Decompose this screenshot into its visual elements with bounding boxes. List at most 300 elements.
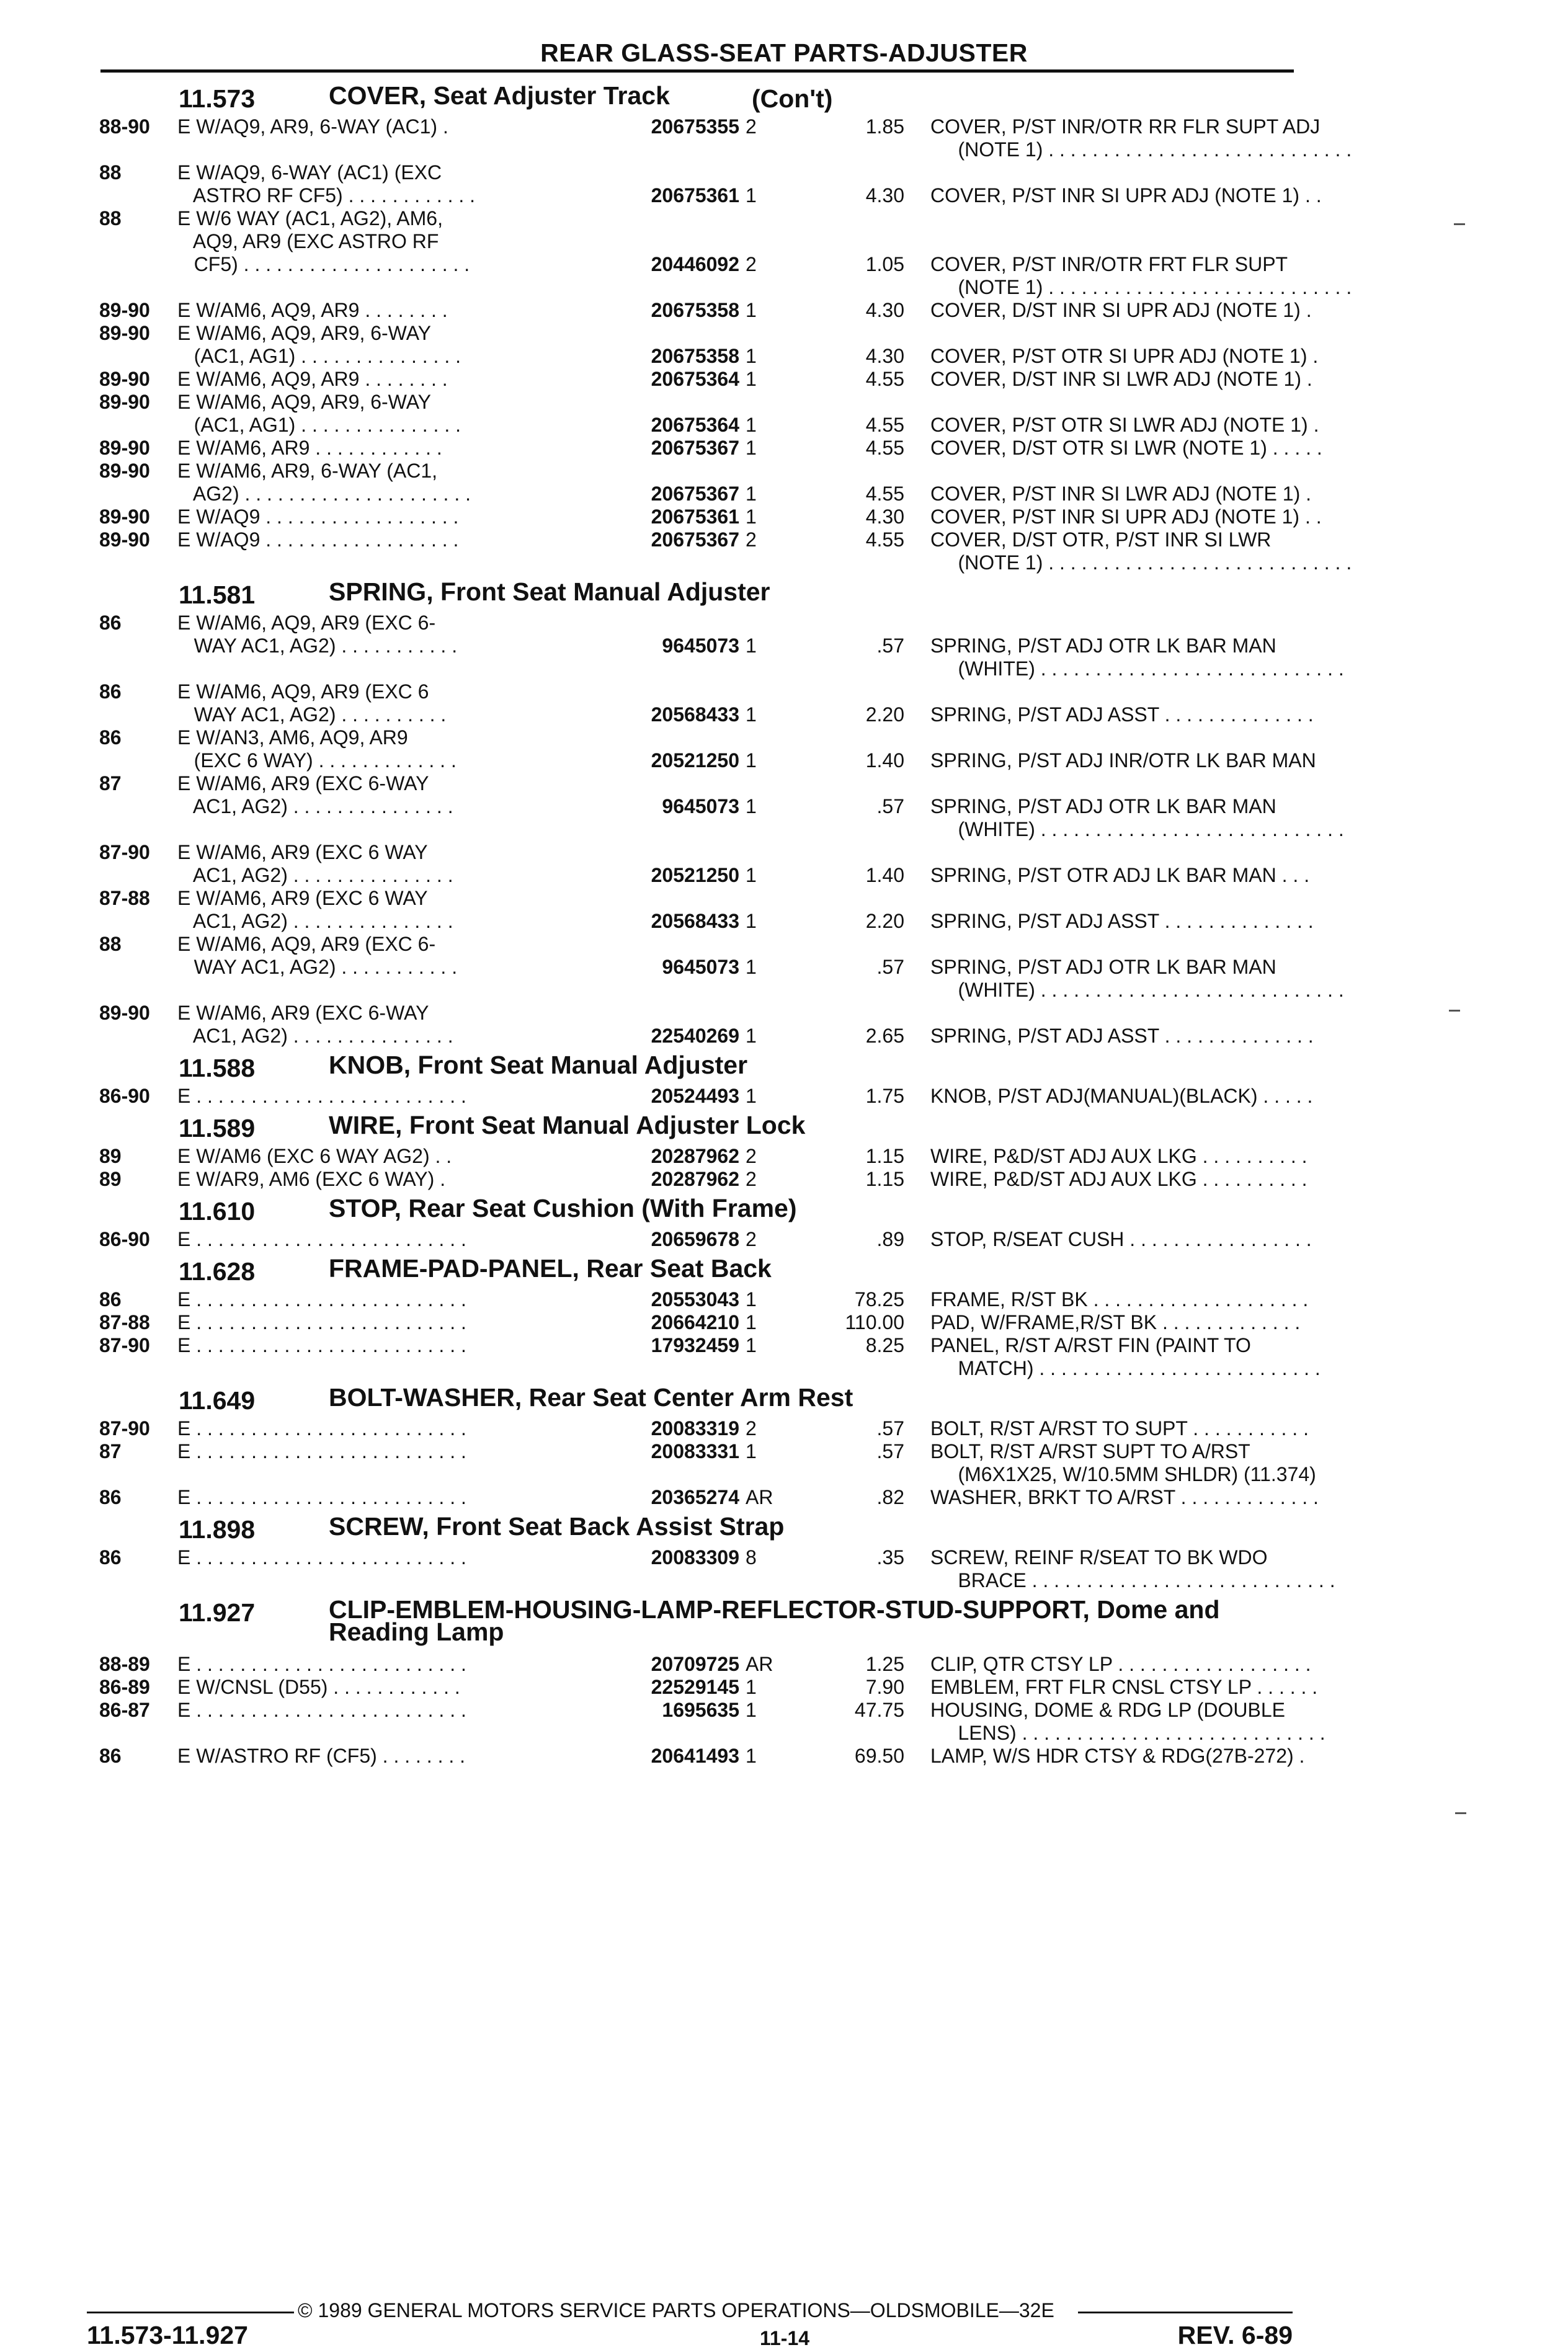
part-row	[99, 841, 1310, 887]
footer-rule-right	[1078, 2312, 1293, 2313]
application-line: WAY AC1, AG2) . . . . . . . . . .	[177, 703, 447, 726]
margin-mark	[1455, 1812, 1466, 1814]
application	[177, 933, 613, 979]
price: 4.30	[865, 345, 904, 367]
price: 47.75	[854, 1699, 904, 1721]
application	[177, 391, 613, 437]
section-number: 11.649	[179, 1386, 256, 1415]
price: 1.85	[865, 115, 904, 138]
section-heading	[99, 1254, 1296, 1288]
model-years: 86-90	[99, 1085, 150, 1107]
description	[930, 115, 1352, 161]
part-number: 20664210	[651, 1311, 739, 1333]
description-line	[930, 1002, 1296, 1025]
application	[177, 841, 613, 887]
description-line: (WHITE) . . . . . . . . . . . . . . . . . . . . . . . . . . . .	[930, 818, 1344, 840]
description-line: SPRING, P/ST ADJ OTR LK BAR MAN	[930, 956, 1276, 978]
quantity: 8	[746, 1546, 757, 1569]
quantity: 1	[746, 483, 757, 505]
part-row	[99, 1546, 1335, 1592]
description	[930, 612, 1344, 680]
footer-revision: REV. 6-89	[1177, 2321, 1293, 2349]
section-title: BOLT-WASHER, Rear Seat Center Arm Rest	[329, 1383, 853, 1412]
quantity: AR	[746, 1653, 773, 1675]
application	[177, 1745, 613, 1768]
model-years: 87-88	[99, 1311, 150, 1333]
part-row	[99, 1228, 1312, 1251]
description	[930, 505, 1322, 528]
description-line: COVER, P/ST INR/OTR RR FLR SUPT ADJ	[930, 115, 1321, 138]
part-number: 20083319	[651, 1417, 739, 1440]
description-line	[930, 207, 1296, 230]
part-number: 20553043	[651, 1288, 739, 1311]
description	[930, 1417, 1309, 1440]
application-line: E W/AQ9 . . . . . . . . . . . . . . . . . .	[177, 528, 459, 551]
description	[930, 1745, 1305, 1768]
quantity: 1	[746, 1025, 757, 1047]
price: .57	[876, 956, 904, 978]
description-line	[930, 612, 1296, 634]
quantity: 2	[746, 1145, 757, 1167]
part-number: 22540269	[651, 1025, 739, 1047]
description-line: LENS) . . . . . . . . . . . . . . . . . . . . . . . . . . . .	[930, 1722, 1325, 1744]
section-number: 11.581	[179, 581, 256, 609]
model-years: 87	[99, 1440, 122, 1462]
part-number: 20641493	[651, 1745, 739, 1767]
price: 4.30	[865, 505, 904, 528]
parts-list	[99, 81, 1352, 1768]
application-line: E . . . . . . . . . . . . . . . . . . . . . . . . .	[177, 1653, 466, 1675]
part-number: 20521250	[651, 749, 739, 772]
application	[177, 299, 613, 322]
application	[177, 1311, 613, 1334]
application	[177, 1085, 613, 1108]
application	[177, 460, 613, 505]
application-line: E . . . . . . . . . . . . . . . . . . . . . . . . .	[177, 1228, 466, 1250]
price: 1.40	[865, 864, 904, 886]
price: .35	[876, 1546, 904, 1569]
part-row	[99, 1745, 1305, 1768]
quantity: 2	[746, 1228, 757, 1250]
description-line: PAD, W/FRAME,R/ST BK . . . . . . . . . . . . .	[930, 1311, 1301, 1333]
description-line: (NOTE 1) . . . . . . . . . . . . . . . . . . . . . . . . . . . .	[930, 551, 1352, 574]
model-years: 89-90	[99, 505, 150, 528]
application	[177, 680, 613, 726]
price: 2.20	[865, 910, 904, 932]
application-line: E W/AM6, AQ9, AR9 . . . . . . . .	[177, 368, 448, 390]
footer-page-number: 11-14	[759, 2327, 810, 2349]
application-line: (EXC 6 WAY) . . . . . . . . . . . . .	[177, 749, 457, 772]
description	[930, 1653, 1311, 1676]
margin-mark	[1454, 223, 1465, 225]
part-row	[99, 368, 1312, 391]
quantity: 1	[746, 414, 757, 436]
application	[177, 1002, 613, 1048]
section	[99, 1111, 1307, 1191]
description	[930, 1228, 1312, 1251]
section-title: STOP, Rear Seat Cushion (With Frame)	[329, 1194, 797, 1222]
part-row	[99, 1699, 1325, 1745]
model-years: 89-90	[99, 391, 150, 413]
part-row	[99, 1085, 1313, 1108]
application-line: E W/AM6 (EXC 6 WAY AG2) . .	[177, 1145, 452, 1167]
description-line: PANEL, R/ST A/RST FIN (PAINT TO	[930, 1334, 1251, 1356]
model-years: 89	[99, 1145, 122, 1167]
quantity: 1	[746, 1676, 757, 1698]
application	[177, 726, 613, 772]
quantity: 1	[746, 1311, 757, 1333]
part-number: 20675361	[651, 505, 739, 528]
section-title: FRAME-PAD-PANEL, Rear Seat Back	[329, 1254, 772, 1283]
application	[177, 1486, 613, 1509]
description-line: COVER, P/ST INR SI LWR ADJ (NOTE 1) .	[930, 483, 1312, 505]
application	[177, 1417, 613, 1440]
description-line: COVER, P/ST INR SI UPR ADJ (NOTE 1) . .	[930, 184, 1322, 207]
application	[177, 161, 613, 207]
application-line: WAY AC1, AG2) . . . . . . . . . . .	[177, 956, 458, 978]
description-line	[930, 887, 1296, 910]
part-number: 20675367	[651, 437, 739, 459]
description	[930, 887, 1314, 933]
description	[930, 1145, 1307, 1168]
price: 1.25	[865, 1653, 904, 1675]
model-years: 88	[99, 933, 122, 955]
application	[177, 1676, 613, 1699]
description	[930, 161, 1322, 207]
price: 2.20	[865, 703, 904, 726]
model-years: 86	[99, 680, 122, 703]
description-line: COVER, D/ST INR SI LWR ADJ (NOTE 1) .	[930, 368, 1312, 390]
description	[930, 841, 1310, 887]
description-line: KNOB, P/ST ADJ(MANUAL)(BLACK) . . . . .	[930, 1085, 1313, 1107]
description-line: COVER, D/ST OTR, P/ST INR SI LWR	[930, 528, 1272, 551]
section-number: 11.573	[179, 84, 256, 113]
application-line: E . . . . . . . . . . . . . . . . . . . . . . . . .	[177, 1085, 466, 1107]
part-number: 20675355	[651, 115, 739, 138]
description-line: COVER, P/ST INR/OTR FRT FLR SUPT	[930, 253, 1288, 275]
application-line: E W/AM6, AR9 (EXC 6-WAY	[177, 772, 429, 794]
quantity: 1	[746, 299, 757, 321]
part-row	[99, 505, 1322, 528]
description-line: SPRING, P/ST ADJ INR/OTR LK BAR MAN	[930, 749, 1316, 772]
price: 1.40	[865, 749, 904, 772]
description-line: WIRE, P&D/ST ADJ AUX LKG . . . . . . . . . .	[930, 1145, 1307, 1167]
description-line: COVER, D/ST OTR SI LWR (NOTE 1) . . . . .	[930, 437, 1322, 459]
price: 4.55	[865, 483, 904, 505]
description-line: SPRING, P/ST ADJ OTR LK BAR MAN	[930, 634, 1276, 657]
section-heading	[99, 81, 1296, 115]
part-number: 20083309	[651, 1546, 739, 1569]
application-line: WAY AC1, AG2) . . . . . . . . . . .	[177, 634, 458, 657]
application	[177, 115, 613, 138]
description-line	[930, 391, 1296, 414]
description-line: STOP, R/SEAT CUSH . . . . . . . . . . . . . . . . .	[930, 1228, 1312, 1250]
price: 4.55	[865, 414, 904, 436]
section-number: 11.589	[179, 1114, 256, 1142]
part-number: 20568433	[651, 703, 739, 726]
part-row	[99, 322, 1319, 368]
section-number: 11.610	[179, 1197, 256, 1226]
part-row	[99, 933, 1344, 1002]
part-row	[99, 887, 1314, 933]
quantity: 1	[746, 1745, 757, 1767]
model-years: 88	[99, 161, 122, 184]
description-line: COVER, P/ST OTR SI LWR ADJ (NOTE 1) .	[930, 414, 1319, 436]
application	[177, 437, 613, 460]
quantity: 1	[746, 795, 757, 817]
part-number: 20675364	[651, 414, 739, 436]
section	[99, 1194, 1312, 1251]
application	[177, 887, 613, 933]
application-line: E . . . . . . . . . . . . . . . . . . . . . . . . .	[177, 1288, 466, 1311]
part-row	[99, 528, 1352, 574]
description-line: EMBLEM, FRT FLR CNSL CTSY LP . . . . . .	[930, 1676, 1318, 1698]
price: 4.30	[865, 184, 904, 207]
model-years: 88-90	[99, 115, 150, 138]
application-line: AC1, AG2) . . . . . . . . . . . . . . .	[177, 1025, 453, 1047]
price: 69.50	[854, 1745, 904, 1767]
part-number: 20675367	[651, 483, 739, 505]
page-title: REAR GLASS-SEAT PARTS-ADJUSTER	[540, 38, 1028, 67]
application-line: E W/AM6, AQ9, AR9 (EXC 6-	[177, 933, 436, 955]
description	[930, 299, 1312, 322]
model-years: 89-90	[99, 299, 150, 321]
header-rule	[100, 69, 1294, 73]
quantity: 1	[746, 956, 757, 978]
application	[177, 1288, 613, 1311]
part-row	[99, 1334, 1321, 1380]
price: .57	[876, 795, 904, 817]
description-line: BRACE . . . . . . . . . . . . . . . . . . . . . . . . . . . .	[930, 1569, 1335, 1591]
model-years: 86	[99, 726, 122, 749]
description	[930, 322, 1319, 368]
model-years: 86-89	[99, 1676, 150, 1698]
quantity: 1	[746, 910, 757, 932]
description-line	[930, 841, 1296, 864]
description-line: COVER, D/ST INR SI UPR ADJ (NOTE 1) .	[930, 299, 1312, 321]
part-row	[99, 726, 1316, 772]
part-row	[99, 437, 1322, 460]
section-heading	[99, 1595, 1296, 1653]
price: 1.15	[865, 1145, 904, 1167]
model-years: 86	[99, 1486, 122, 1508]
part-row	[99, 460, 1312, 505]
price: 110.00	[845, 1311, 904, 1333]
part-number: 20675358	[651, 299, 739, 321]
part-row	[99, 207, 1352, 299]
description	[930, 528, 1352, 574]
quantity: 1	[746, 864, 757, 886]
price: .57	[876, 634, 904, 657]
description-line	[930, 680, 1296, 703]
quantity: 1	[746, 1440, 757, 1462]
application-line: E W/AM6, AR9, 6-WAY (AC1,	[177, 460, 438, 482]
part-number: 20446092	[651, 253, 739, 275]
application-line: E W/AQ9, AR9, 6-WAY (AC1) .	[177, 115, 454, 138]
section	[99, 1383, 1319, 1509]
description-line: SPRING, P/ST ADJ ASST . . . . . . . . . . . . . .	[930, 1025, 1314, 1047]
quantity: 1	[746, 703, 757, 726]
description-line: FRAME, R/ST BK . . . . . . . . . . . . . . . . . . . .	[930, 1288, 1309, 1311]
application-line: ASTRO RF CF5) . . . . . . . . . . . .	[177, 184, 476, 207]
description-line: (WHITE) . . . . . . . . . . . . . . . . . . . . . . . . . . . .	[930, 657, 1344, 680]
part-row	[99, 115, 1352, 161]
part-number: 20675364	[651, 368, 739, 390]
description-line: SPRING, P/ST OTR ADJ LK BAR MAN . . .	[930, 864, 1310, 886]
application	[177, 207, 613, 276]
part-number: 20287962	[651, 1168, 739, 1190]
application-line: (AC1, AG1) . . . . . . . . . . . . . . .	[177, 345, 461, 367]
price: .82	[876, 1486, 904, 1508]
part-row	[99, 1653, 1311, 1676]
description-line	[930, 161, 1296, 184]
model-years: 87-90	[99, 841, 150, 863]
quantity: 1	[746, 1288, 757, 1311]
model-years: 86-90	[99, 1228, 150, 1250]
part-row	[99, 772, 1344, 841]
section-number: 11.628	[179, 1257, 256, 1286]
application-line: E W/AN3, AM6, AQ9, AR9	[177, 726, 408, 749]
price: 4.55	[865, 528, 904, 551]
quantity: 1	[746, 437, 757, 459]
description	[930, 1486, 1319, 1509]
model-years: 89-90	[99, 368, 150, 390]
quantity: 1	[746, 184, 757, 207]
section-number: 11.588	[179, 1054, 256, 1082]
application-line: E . . . . . . . . . . . . . . . . . . . . . . . . .	[177, 1546, 466, 1569]
application-line: E W/AR9, AM6 (EXC 6 WAY) .	[177, 1168, 451, 1190]
description	[930, 437, 1322, 460]
quantity: 1	[746, 505, 757, 528]
application	[177, 505, 613, 528]
description	[930, 207, 1352, 299]
section-title: KNOB, Front Seat Manual Adjuster	[329, 1051, 748, 1079]
quantity: 2	[746, 528, 757, 551]
part-number: 9645073	[662, 956, 739, 978]
description	[930, 1699, 1325, 1745]
section-number: 11.927	[179, 1598, 256, 1627]
description-line: LAMP, W/S HDR CTSY & RDG(27B-272) .	[930, 1745, 1305, 1767]
model-years: 86	[99, 612, 122, 634]
model-years: 87	[99, 772, 122, 794]
application	[177, 322, 613, 368]
quantity: 2	[746, 253, 757, 275]
section-title: WIRE, Front Seat Manual Adjuster Lock	[329, 1111, 806, 1139]
price: .89	[876, 1228, 904, 1250]
price: 8.25	[865, 1334, 904, 1356]
description	[930, 772, 1344, 841]
description	[930, 680, 1314, 726]
price: 4.55	[865, 368, 904, 390]
model-years: 89-90	[99, 460, 150, 482]
description-line	[930, 322, 1296, 345]
application-line: CF5) . . . . . . . . . . . . . . . . . . . . .	[177, 253, 470, 275]
part-row	[99, 1288, 1309, 1311]
model-years: 86-87	[99, 1699, 150, 1721]
price: 78.25	[854, 1288, 904, 1311]
application-line: E W/AQ9, 6-WAY (AC1) (EXC	[177, 161, 442, 184]
part-row	[99, 1486, 1319, 1509]
application	[177, 1699, 613, 1722]
application-line: E W/AM6, AQ9, AR9, 6-WAY	[177, 322, 431, 344]
application-line: E . . . . . . . . . . . . . . . . . . . . . . . . .	[177, 1334, 466, 1356]
price: 4.30	[865, 299, 904, 321]
description	[930, 1676, 1318, 1699]
quantity: 1	[746, 368, 757, 390]
application-line: E . . . . . . . . . . . . . . . . . . . . . . . . .	[177, 1699, 466, 1721]
model-years: 89-90	[99, 1002, 150, 1024]
application-line: E W/ASTRO RF (CF5) . . . . . . . .	[177, 1745, 466, 1767]
quantity: 1	[746, 634, 757, 657]
quantity: 2	[746, 115, 757, 138]
description-line: SCREW, REINF R/SEAT TO BK WDO	[930, 1546, 1268, 1569]
application-line: E W/AM6, AR9 (EXC 6-WAY	[177, 1002, 429, 1024]
model-years: 87-90	[99, 1417, 150, 1440]
part-row	[99, 612, 1344, 680]
quantity: AR	[746, 1486, 773, 1508]
section	[99, 1595, 1325, 1768]
section	[99, 81, 1352, 574]
part-number: 20675358	[651, 345, 739, 367]
quantity: 1	[746, 749, 757, 772]
description-line: WIRE, P&D/ST ADJ AUX LKG . . . . . . . . . .	[930, 1168, 1307, 1190]
description-line: (NOTE 1) . . . . . . . . . . . . . . . . . . . . . . . . . . . .	[930, 138, 1352, 161]
margin-mark	[1449, 1010, 1460, 1012]
application-line: E . . . . . . . . . . . . . . . . . . . . . . . . .	[177, 1417, 466, 1440]
part-row	[99, 391, 1319, 437]
application-line: E W/AM6, AR9 (EXC 6 WAY	[177, 841, 428, 863]
description-line	[930, 726, 1296, 749]
part-number: 1695635	[662, 1699, 739, 1721]
description-line: (WHITE) . . . . . . . . . . . . . . . . . . . . . . . . . . . .	[930, 979, 1344, 1001]
description-line	[930, 460, 1296, 483]
section-heading	[99, 1194, 1296, 1228]
part-number: 20659678	[651, 1228, 739, 1250]
model-years: 86	[99, 1745, 122, 1767]
section	[99, 1512, 1335, 1592]
price: 4.55	[865, 437, 904, 459]
application	[177, 1145, 613, 1168]
description-line: BOLT, R/ST A/RST TO SUPT . . . . . . . . . . .	[930, 1417, 1309, 1440]
quantity: 1	[746, 1085, 757, 1107]
description-line: SPRING, P/ST ADJ OTR LK BAR MAN	[930, 795, 1276, 817]
model-years: 89-90	[99, 528, 150, 551]
price: 1.75	[865, 1085, 904, 1107]
footer-copyright: © 1989 GENERAL MOTORS SERVICE PARTS OPERATIONS—OLDSMOBILE—32E	[298, 2299, 1054, 2321]
application-line: E W/6 WAY (AC1, AG2), AM6,	[177, 207, 443, 229]
footer-rule-left	[87, 2312, 294, 2313]
part-row	[99, 299, 1312, 322]
application-line: E W/AM6, AQ9, AR9 (EXC 6	[177, 680, 429, 703]
description-line: SPRING, P/ST ADJ ASST . . . . . . . . . . . . . .	[930, 910, 1314, 932]
section-title: COVER, Seat Adjuster Track	[329, 81, 670, 110]
model-years: 88-89	[99, 1653, 150, 1675]
part-number: 20287962	[651, 1145, 739, 1167]
description-line	[930, 933, 1296, 956]
section-heading	[99, 1512, 1296, 1546]
application-line: AQ9, AR9 (EXC ASTRO RF	[177, 230, 439, 252]
section-title: SPRING, Front Seat Manual Adjuster	[329, 577, 770, 606]
part-row	[99, 680, 1314, 726]
application	[177, 1546, 613, 1569]
description	[930, 1168, 1307, 1191]
description	[930, 1311, 1301, 1334]
description	[930, 1085, 1313, 1108]
part-row	[99, 1676, 1318, 1699]
description-line: CLIP, QTR CTSY LP . . . . . . . . . . . . . . . . . .	[930, 1653, 1311, 1675]
description	[930, 368, 1312, 391]
quantity: 2	[746, 1417, 757, 1440]
